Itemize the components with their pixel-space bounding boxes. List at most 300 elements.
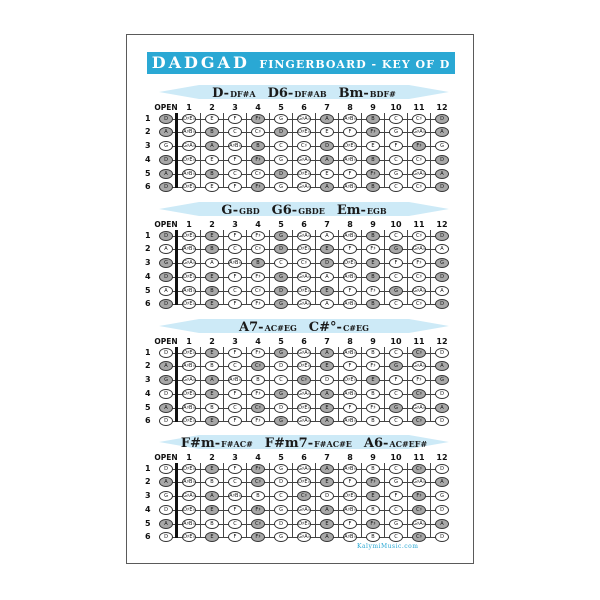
fret-number: 4 [255, 103, 261, 112]
fret-note: B [366, 505, 380, 515]
fret-note: F♯ [366, 477, 380, 487]
fret-number: 11 [413, 337, 425, 346]
fret-note: A [435, 403, 449, 413]
fret-note: F♯ [366, 361, 380, 371]
fret-number: 5 [278, 453, 284, 462]
chord-notes: AC#EG [264, 323, 297, 333]
fret-note: E [205, 348, 219, 358]
string-number: 3 [145, 491, 151, 500]
fret-note: F [343, 477, 357, 487]
fret-wire [292, 230, 293, 305]
fret-note: D [435, 532, 449, 542]
fret-note: A♯B♭ [229, 493, 241, 499]
fret-note: G [389, 169, 403, 179]
chord-name: C#°- [308, 320, 342, 335]
fret-number: 8 [347, 453, 353, 462]
fret-note: A♯B♭ [183, 405, 195, 411]
fret-note: E [320, 403, 334, 413]
fret-note: D♯E♭ [298, 363, 310, 369]
fret-note: A♯B♭ [183, 363, 195, 369]
chord-label [181, 435, 253, 451]
chord-name: D- [212, 86, 230, 101]
fret-note: F♯ [412, 491, 426, 501]
fret-note: E [320, 519, 334, 529]
fret-note: F [343, 519, 357, 529]
fret-number: 8 [347, 220, 353, 229]
chord-label [268, 85, 327, 101]
fret-note: F [228, 272, 242, 282]
fret-note: C [274, 375, 288, 385]
fret-note: F♯ [251, 231, 265, 241]
fret-note: E [205, 389, 219, 399]
fret-note: F [228, 416, 242, 426]
fret-note: C♯ [297, 141, 311, 151]
fret-note: D♯E♭ [298, 405, 310, 411]
chord-name: G- [221, 203, 239, 218]
string-number: 5 [145, 403, 151, 412]
fret-number: 11 [413, 103, 425, 112]
fret-note: E [366, 141, 380, 151]
chord-band [159, 202, 449, 216]
fret-wire [361, 113, 362, 188]
fret-note: E [205, 416, 219, 426]
fret-note: A [205, 491, 219, 501]
fret-note: D♯E♭ [344, 377, 356, 383]
chord-label [364, 435, 427, 451]
fret-note: E [205, 299, 219, 309]
fret-number: 10 [390, 220, 402, 229]
fret-note: A [159, 286, 173, 296]
fret-note: A♯B♭ [344, 466, 356, 472]
fret-note: E [366, 258, 380, 268]
fret-note: G [435, 375, 449, 385]
chord-label [265, 435, 352, 451]
fret-wire [223, 113, 224, 188]
fret-note: G [389, 127, 403, 137]
fret-note: A♯B♭ [344, 301, 356, 307]
fret-note: B [366, 416, 380, 426]
fret-note: F♯ [251, 464, 265, 474]
fret-note: D [320, 491, 334, 501]
fret-wire [269, 347, 270, 422]
fret-note: A♯B♭ [344, 507, 356, 513]
fret-number: 6 [301, 220, 307, 229]
fret-note: A♯B♭ [183, 246, 195, 252]
fret-note: F [228, 299, 242, 309]
fret-note: G♯A♭ [298, 418, 311, 424]
fret-note: E [205, 231, 219, 241]
chord-name: A6- [363, 436, 389, 451]
fret-wire [200, 230, 201, 305]
fret-wire [315, 347, 316, 422]
fret-note: B [205, 127, 219, 137]
fret-note: G [274, 231, 288, 241]
fret-number: 9 [370, 453, 376, 462]
fretboard-section [127, 319, 475, 429]
chord-label [337, 202, 387, 218]
fret-wire [361, 230, 362, 305]
fret-note: B [205, 519, 219, 529]
fret-note: D [274, 403, 288, 413]
chord-label [272, 202, 325, 218]
fret-note: D [320, 258, 334, 268]
fret-note: D♯E♭ [183, 350, 195, 356]
fret-note: B [366, 348, 380, 358]
fret-note: G♯A♭ [298, 233, 311, 239]
fret-number: 11 [413, 453, 425, 462]
fret-wire [292, 113, 293, 188]
fret-number: 12 [436, 220, 448, 229]
fret-note: D [159, 155, 173, 165]
fret-note: G♯A♭ [298, 157, 311, 163]
fret-note: C [228, 519, 242, 529]
chord-label [309, 319, 369, 335]
fret-note: C [228, 169, 242, 179]
fret-note: A♯B♭ [183, 479, 195, 485]
fret-note: A♯B♭ [344, 391, 356, 397]
fret-note: G [274, 182, 288, 192]
fret-number: 10 [390, 337, 402, 346]
fretboard-section [127, 435, 475, 545]
fret-note: B [205, 403, 219, 413]
fret-note: C [274, 491, 288, 501]
fret-note: B [251, 491, 265, 501]
fret-note: G♯A♭ [298, 507, 311, 513]
fret-note: E [205, 114, 219, 124]
fret-note: F [343, 244, 357, 254]
fret-note: A [320, 532, 334, 542]
fret-wire [246, 463, 247, 538]
fret-note: F♯ [366, 169, 380, 179]
fret-note: E [205, 464, 219, 474]
fret-note: A [320, 389, 334, 399]
fret-note: A♯B♭ [344, 184, 356, 190]
chord-name: G6- [271, 203, 298, 218]
fret-note: B [205, 361, 219, 371]
fret-note: D [159, 416, 173, 426]
fret-note: A [205, 375, 219, 385]
fret-note: C♯ [251, 127, 265, 137]
fret-number: 4 [255, 453, 261, 462]
fret-note: C [389, 155, 403, 165]
fret-note: A [320, 272, 334, 282]
fret-wire [338, 230, 339, 305]
fret-note: D♯E♭ [298, 171, 310, 177]
fret-number: 2 [209, 337, 215, 346]
fret-note: D♯E♭ [183, 534, 195, 540]
fret-note: G [389, 519, 403, 529]
tuning-title: DADGAD [151, 53, 250, 72]
fret-note: F♯ [412, 375, 426, 385]
fret-note: F♯ [366, 403, 380, 413]
fret-wire [292, 347, 293, 422]
fret-note: D♯E♭ [298, 246, 310, 252]
fret-note: A [320, 182, 334, 192]
chord-notes: GBDE [298, 206, 325, 216]
fret-note: F♯ [412, 141, 426, 151]
string-number: 5 [145, 286, 151, 295]
fret-note: A [159, 361, 173, 371]
chord-names [159, 319, 449, 333]
fret-note: G [274, 464, 288, 474]
chord-notes: EGB [366, 206, 387, 216]
fret-note: D [159, 532, 173, 542]
chord-band [159, 435, 449, 449]
fret-number: 4 [255, 337, 261, 346]
fret-note: F [228, 532, 242, 542]
fret-note: D [435, 299, 449, 309]
fret-wire [223, 463, 224, 538]
fret-wire [407, 113, 408, 188]
chord-names [159, 202, 449, 216]
fret-note: G♯A♭ [413, 363, 426, 369]
fret-note: F♯ [251, 272, 265, 282]
fret-wire [223, 347, 224, 422]
fret-note: G♯A♭ [298, 184, 311, 190]
fret-note: D♯E♭ [183, 274, 195, 280]
fret-note: G [274, 272, 288, 282]
fret-note: D [274, 169, 288, 179]
fret-number: 8 [347, 337, 353, 346]
chord-name: A7- [239, 320, 264, 335]
fret-wire [269, 463, 270, 538]
fret-note: E [366, 375, 380, 385]
fret-note: C♯ [412, 155, 426, 165]
fret-note: F [228, 389, 242, 399]
fret-note: G [274, 389, 288, 399]
fret-number: 7 [324, 337, 330, 346]
fret-wire [384, 230, 385, 305]
fret-note: D♯E♭ [298, 479, 310, 485]
fret-note: C [389, 272, 403, 282]
fret-note: B [366, 464, 380, 474]
chord-name: Em- [336, 203, 366, 218]
fret-note: G♯A♭ [298, 301, 311, 307]
fret-wire [384, 463, 385, 538]
chord-label [221, 202, 259, 218]
fret-note: C♯ [251, 361, 265, 371]
fret-note: A♯B♭ [183, 129, 195, 135]
fret-note: A [320, 114, 334, 124]
fret-note: C♯ [251, 286, 265, 296]
fret-note: D [159, 389, 173, 399]
string-number: 6 [145, 532, 151, 541]
string-number: 1 [145, 231, 151, 240]
open-label: OPEN [154, 103, 178, 112]
fret-wire [246, 113, 247, 188]
fret-note: A♯B♭ [183, 288, 195, 294]
fret-number: 3 [232, 453, 238, 462]
fret-note: G♯A♭ [413, 246, 426, 252]
chord-notes: DF#A [230, 89, 256, 99]
fret-note: C♯ [297, 258, 311, 268]
chord-name: F#m- [180, 436, 221, 451]
string-number: 2 [145, 244, 151, 253]
fret-note: D [435, 464, 449, 474]
fret-note: C♯ [297, 375, 311, 385]
string-number: 1 [145, 114, 151, 123]
fret-note: C [228, 127, 242, 137]
fret-wire [407, 463, 408, 538]
chord-label [339, 85, 396, 101]
fret-note: A♯B♭ [344, 157, 356, 163]
fret-note: E [320, 361, 334, 371]
fret-note: F [228, 231, 242, 241]
fret-note: G♯A♭ [298, 466, 311, 472]
nut-bar [175, 463, 178, 538]
fret-note: G [159, 375, 173, 385]
fret-note: C♯ [412, 299, 426, 309]
fret-note: C [274, 141, 288, 151]
fret-note: C [389, 464, 403, 474]
fret-note: F [389, 258, 403, 268]
fret-note: G [159, 491, 173, 501]
fret-note: D [320, 141, 334, 151]
nut-bar [175, 347, 178, 422]
fret-note: F♯ [251, 299, 265, 309]
fret-note: C [274, 258, 288, 268]
string-number: 4 [145, 272, 151, 281]
fret-note: F [228, 464, 242, 474]
fret-note: F [343, 361, 357, 371]
fret-note: F [389, 491, 403, 501]
fret-note: G [389, 361, 403, 371]
fret-note: F [343, 169, 357, 179]
fret-note: A♯B♭ [344, 233, 356, 239]
fret-note: G [274, 532, 288, 542]
string-number: 6 [145, 182, 151, 191]
fret-note: G [274, 505, 288, 515]
string-number: 5 [145, 519, 151, 528]
fret-wire [338, 347, 339, 422]
fret-wire [269, 113, 270, 188]
fret-note: C♯ [412, 464, 426, 474]
fret-note: D [159, 272, 173, 282]
fret-note: D [435, 182, 449, 192]
fret-note: C♯ [412, 114, 426, 124]
fret-number: 12 [436, 453, 448, 462]
fret-note: G♯A♭ [183, 143, 196, 149]
chord-label [212, 85, 255, 101]
chord-name: Bm- [338, 86, 369, 101]
fret-note: D♯E♭ [183, 233, 195, 239]
fret-wire [361, 347, 362, 422]
fret-note: F♯ [251, 182, 265, 192]
fret-note: D [435, 416, 449, 426]
fret-note: A♯B♭ [183, 171, 195, 177]
fret-number: 6 [301, 337, 307, 346]
chord-notes: F#AC#E [314, 439, 352, 449]
fret-number: 1 [186, 220, 192, 229]
chord-names [159, 435, 449, 449]
fret-note: D [435, 348, 449, 358]
fret-note: C [389, 299, 403, 309]
string-number: 2 [145, 361, 151, 370]
fret-note: F [228, 114, 242, 124]
fretboard-section [127, 202, 475, 312]
chord-band [159, 319, 449, 333]
fret-number: 12 [436, 337, 448, 346]
fret-number: 7 [324, 220, 330, 229]
fret-note: E [366, 491, 380, 501]
fret-note: G♯A♭ [298, 274, 311, 280]
fret-note: G [159, 141, 173, 151]
chord-notes: AC#EF# [389, 439, 428, 449]
fret-number: 1 [186, 103, 192, 112]
fret-note: A [320, 416, 334, 426]
fret-note: A [320, 231, 334, 241]
fret-note: F♯ [251, 155, 265, 165]
fret-note: G [159, 258, 173, 268]
chord-label [239, 319, 297, 335]
fret-note: G [389, 244, 403, 254]
fret-note: C♯ [297, 491, 311, 501]
fret-number: 2 [209, 103, 215, 112]
fret-note: E [205, 182, 219, 192]
fret-note: D [435, 114, 449, 124]
fret-wire [430, 230, 431, 305]
fret-note: A [159, 127, 173, 137]
nut-bar [175, 230, 178, 305]
fret-note: A [435, 519, 449, 529]
fret-note: A♯B♭ [344, 418, 356, 424]
chord-names [159, 85, 449, 99]
fret-note: F [389, 141, 403, 151]
chord-notes: BDF# [369, 89, 396, 99]
fret-wire [430, 347, 431, 422]
fret-note: D♯E♭ [344, 143, 356, 149]
fret-note: C [228, 244, 242, 254]
fret-note: A [159, 403, 173, 413]
chord-notes: GBD [239, 206, 260, 216]
fret-number: 6 [301, 103, 307, 112]
poster-subtitle: FINGERBOARD - KEY OF D [259, 58, 451, 71]
fret-note: D [435, 505, 449, 515]
fret-note: G [274, 114, 288, 124]
fret-note: G [389, 477, 403, 487]
fret-note: B [205, 477, 219, 487]
fret-note: C [389, 231, 403, 241]
fret-note: E [320, 244, 334, 254]
fret-note: D [274, 361, 288, 371]
fret-note: F [343, 286, 357, 296]
fret-number: 9 [370, 337, 376, 346]
fret-note: D [435, 389, 449, 399]
fret-number: 2 [209, 453, 215, 462]
fret-note: E [205, 532, 219, 542]
fret-number: 1 [186, 453, 192, 462]
fret-note: D [435, 231, 449, 241]
fret-note: D♯E♭ [183, 418, 195, 424]
fret-note: C [389, 114, 403, 124]
fret-note: B [366, 114, 380, 124]
fret-number: 11 [413, 220, 425, 229]
fret-number: 7 [324, 103, 330, 112]
fret-note: C♯ [412, 389, 426, 399]
fret-note: G♯A♭ [298, 350, 311, 356]
string-number: 2 [145, 127, 151, 136]
fret-note: F [343, 403, 357, 413]
fret-note: D [159, 114, 173, 124]
fret-note: C♯ [412, 348, 426, 358]
fret-note: A [205, 258, 219, 268]
fret-note: F♯ [251, 532, 265, 542]
fret-note: D♯E♭ [183, 184, 195, 190]
fret-note: D [159, 182, 173, 192]
string-number: 4 [145, 389, 151, 398]
fret-number: 9 [370, 103, 376, 112]
fret-note: B [251, 141, 265, 151]
